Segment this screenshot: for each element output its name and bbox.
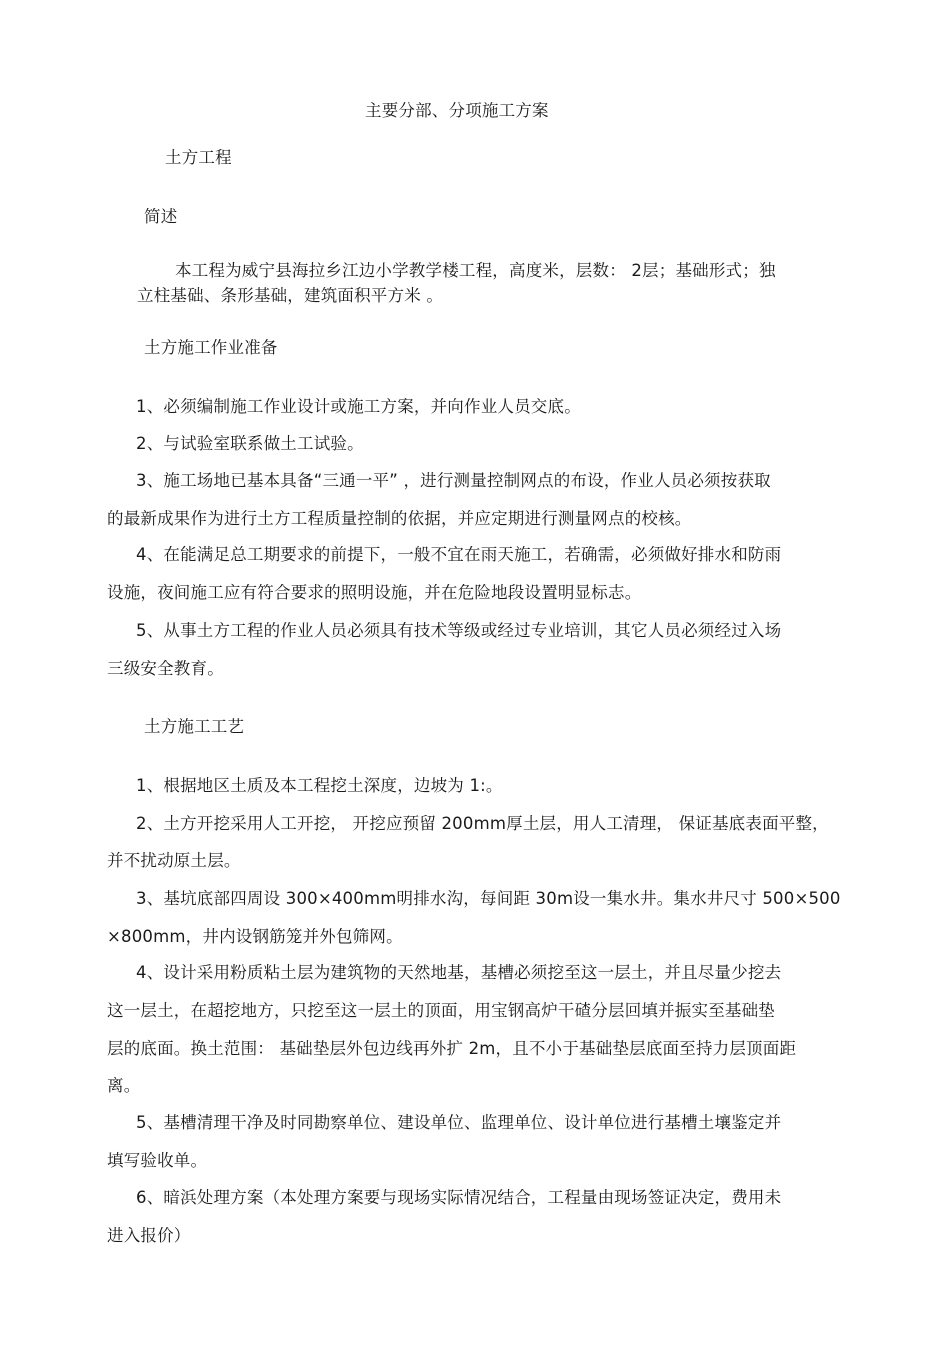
prep-item-5-line-2: 三级安全教育。: [107, 659, 224, 678]
process-item-3-line-1: 3、基坑底部四周设 300×400mm明排水沟，每间距 30m设一集水井。集水井尺寸 500×500: [136, 889, 841, 908]
prep-item-5-line-1: 5、从事土方工程的作业人员必须具有技术等级或经过专业培训，其它人员必须经过入场: [136, 621, 782, 640]
process-item-6-line-1: 6、暗浜处理方案（本处理方案要与现场实际情况结合，工程量由现场签证决定，费用未: [136, 1188, 782, 1207]
process-item-6-line-2: 进入报价）: [107, 1226, 191, 1245]
heading-process: 土方施工工艺: [144, 717, 245, 736]
prep-item-4-line-1: 4、在能满足总工期要求的前提下，一般不宜在雨天施工，若确需，必须做好排水和防雨: [136, 545, 782, 564]
overview-line-2: 立柱基础、条形基础，建筑面积平方米 。: [137, 286, 444, 305]
heading-overview: 简述: [144, 207, 178, 226]
document-title: 主要分部、分项施工方案: [365, 101, 549, 120]
process-item-5-line-2: 填写验收单。: [107, 1151, 208, 1170]
prep-item-3-line-2: 的最新成果作为进行土方工程质量控制的依据，并应定期进行测量网点的校核。: [107, 509, 692, 528]
section-heading-earthwork: 土方工程: [165, 148, 232, 167]
process-item-2-line-2: 并不扰动原土层。: [107, 851, 241, 870]
process-item-2-line-1: 2、土方开挖采用人工开挖， 开挖应预留 200mm厚土层，用人工清理， 保证基底表面平整，: [136, 814, 829, 833]
overview-line-1: 本工程为威宁县海拉乡江边小学教学楼工程，高度米，层数： 2层；基础形式；独: [175, 261, 776, 280]
process-item-4-line-2: 这一层土，在超挖地方，只挖至这一层土的顶面，用宝钢高炉干碴分层回填并振实至基础垫: [107, 1001, 775, 1020]
prep-item-3-line-1: 3、施工场地已基本具备“三通一平” ，进行测量控制网点的布设，作业人员必须按获取: [136, 471, 771, 490]
prep-item-1: 1、必须编制施工作业设计或施工方案，并向作业人员交底。: [136, 397, 581, 416]
process-item-4-line-3: 层的底面。换土范围： 基础垫层外包边线再外扩 2m，且不小于基础垫层底面至持力层顶面距: [107, 1039, 797, 1058]
prep-item-4-line-2: 设施，夜间施工应有符合要求的照明设施，并在危险地段设置明显标志。: [107, 583, 642, 602]
process-item-1: 1、根据地区土质及本工程挖土深度，边坡为 1:。: [136, 776, 503, 795]
heading-prep: 土方施工作业准备: [144, 338, 278, 357]
process-item-3-line-2: ×800mm，井内设钢筋笼并外包筛网。: [107, 927, 403, 946]
process-item-4-line-1: 4、设计采用粉质粘土层为建筑物的天然地基，基槽必须挖至这一层土，并且尽量少挖去: [136, 963, 782, 982]
process-item-5-line-1: 5、基槽清理干净及时同勘察单位、建设单位、监理单位、设计单位进行基槽土壤鉴定并: [136, 1113, 782, 1132]
process-item-4-line-4: 离。: [107, 1076, 141, 1095]
prep-item-2: 2、与试验室联系做土工试验。: [136, 434, 364, 453]
